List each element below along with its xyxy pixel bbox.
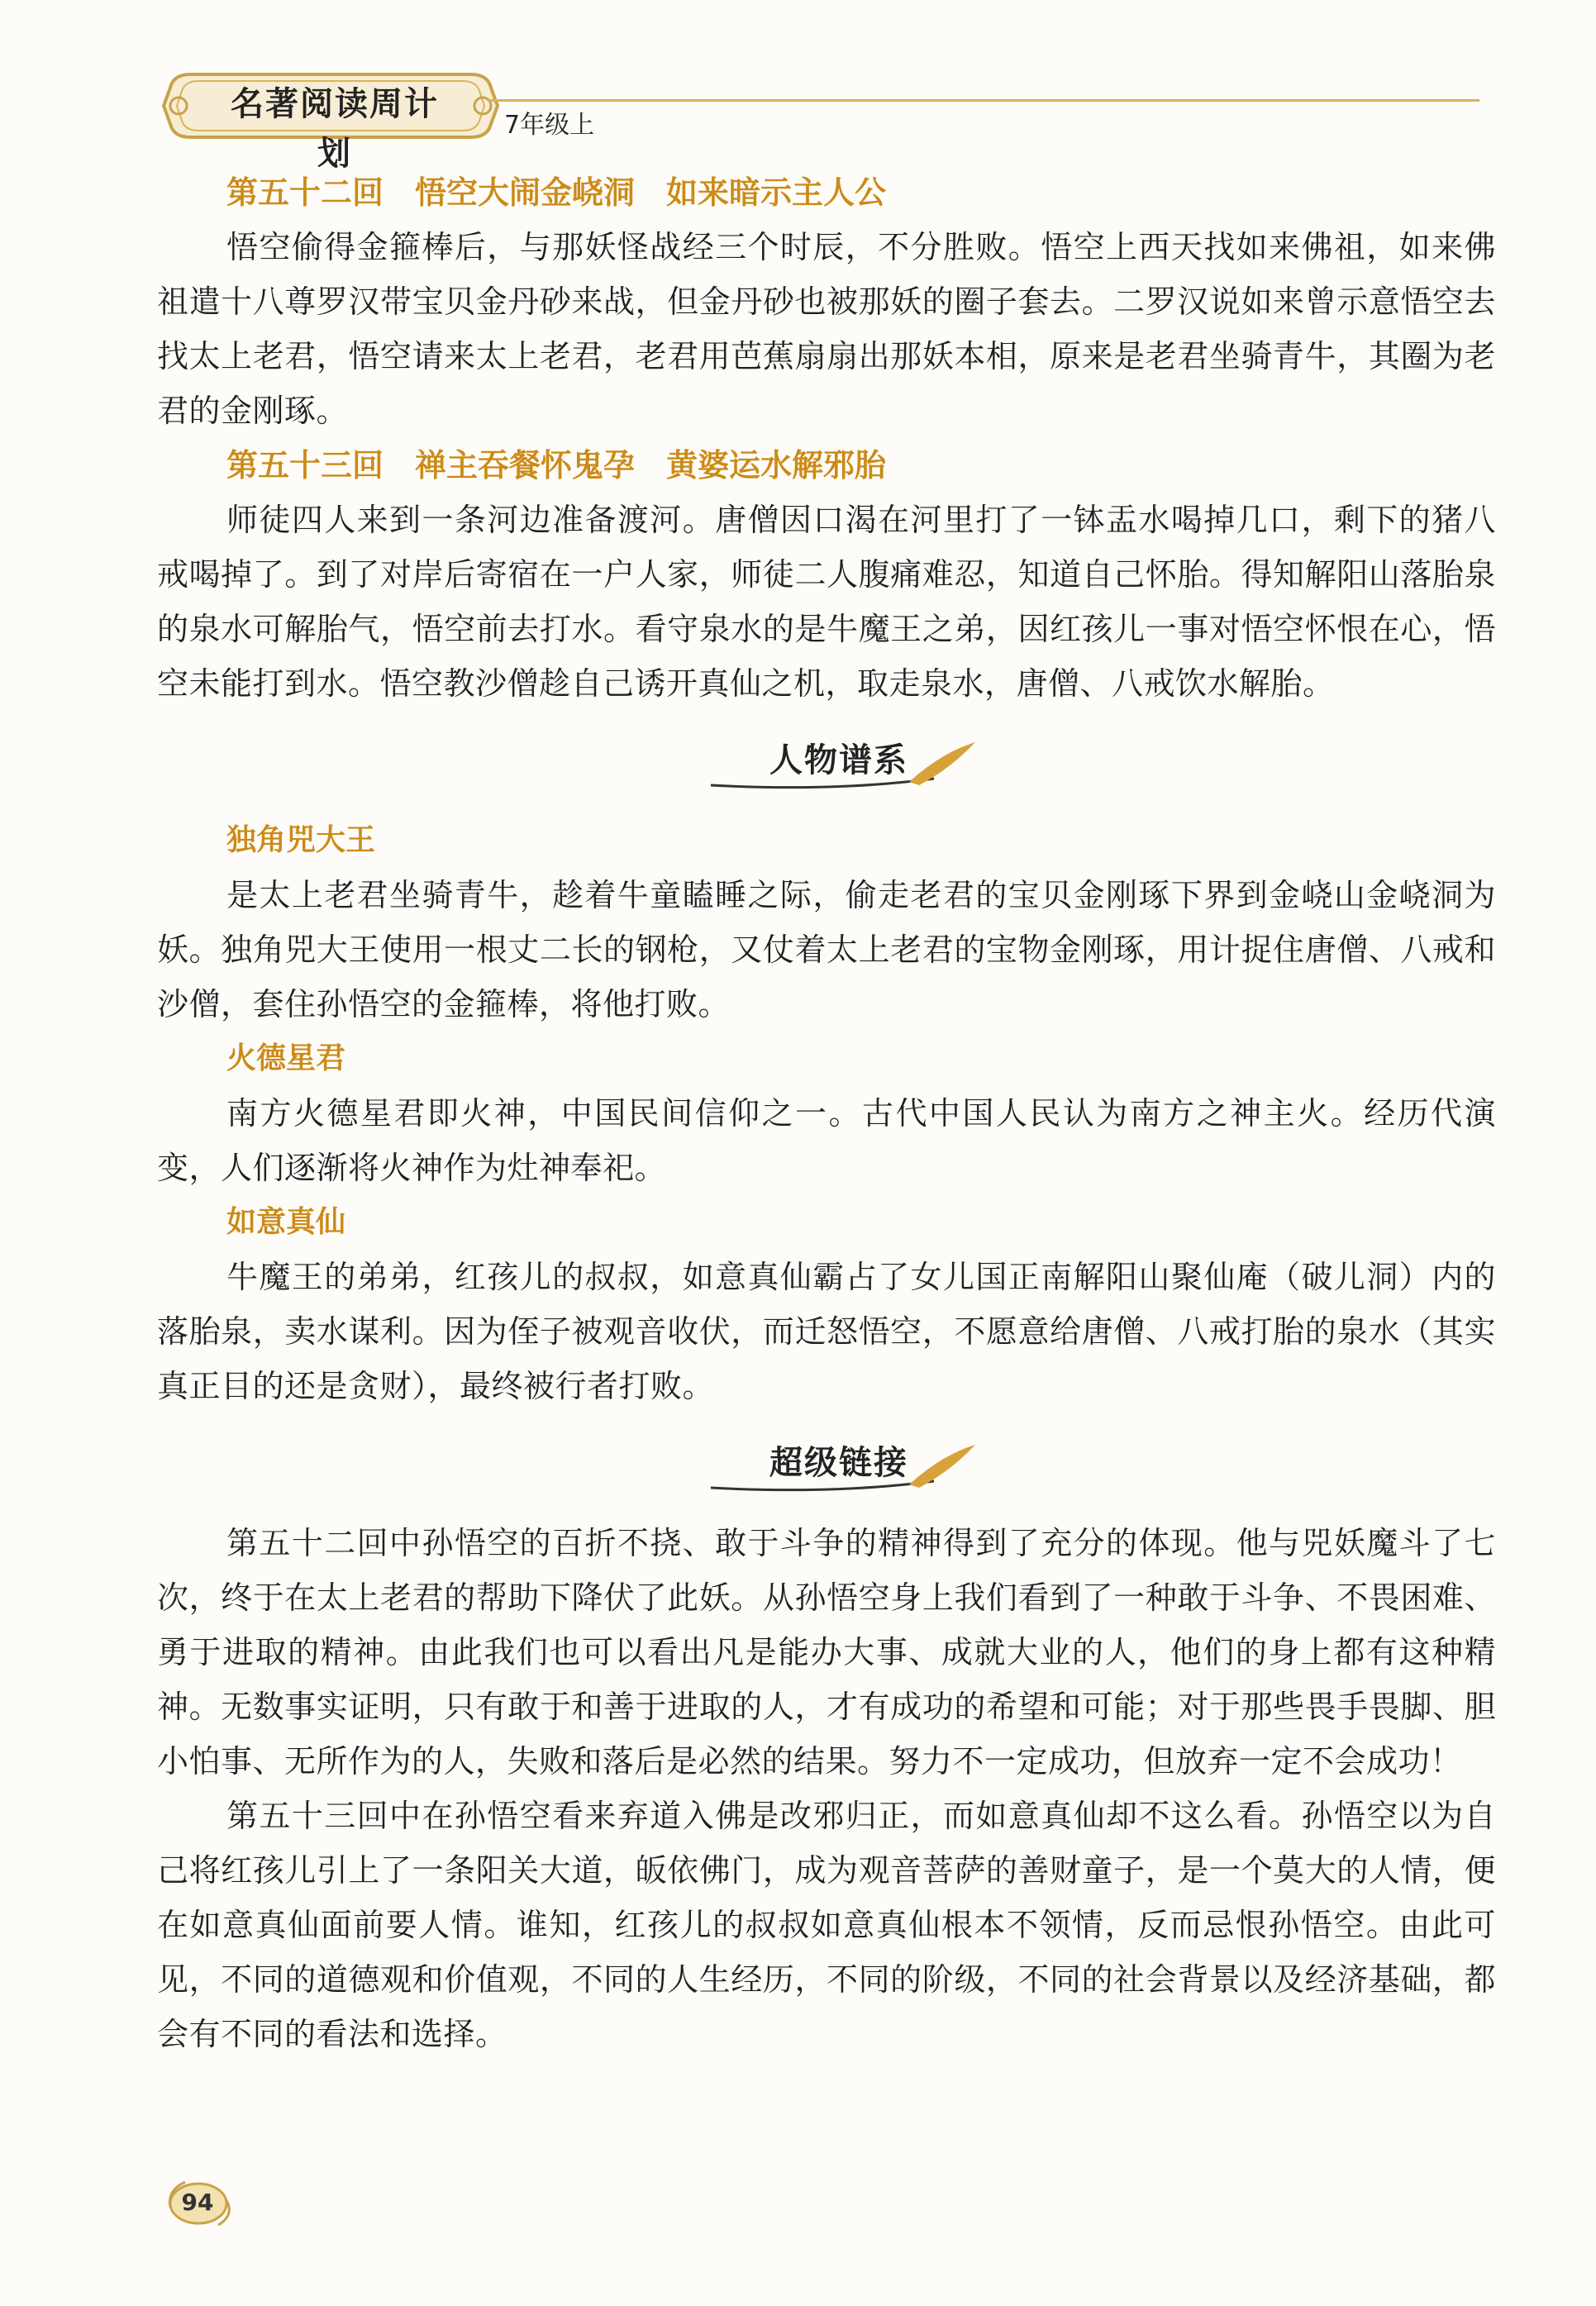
link-paragraph: 第五十二回中孙悟空的百折不挠、敢于斗争的精神得到了充分的体现。他与兕妖魔斗了七次，终于在太上老君的帮助下降伏了此妖。从孙悟空身上我们看到了一种敢于斗争、不畏困难、勇于进取的精神。由此我们也可以看出凡是能办大事、成就大业的人，他们的身上都有这种精神。无数事实证明，只有敢于和善于进取的人，才有成功的希望和可能；对于那些畏手畏脚、胆小怕事、无所作为的人，失败和落后是必然的结果。努力不一定成功，但放弃一定不会成功！ (157, 1525, 1496, 1780)
page-content (157, 165, 1496, 2061)
chapter-53-summary: 师徒四人来到一条河边准备渡河。唐僧因口渴在河里打了一钵盂水喝掉几口，剩下的猪八戒喝掉了。到了对岸后寄宿在一户人家，师徒二人腹痛难忍，知道自己怀胎。得知解阳山落胎泉的泉水可解胎气，悟空前去打水。看守泉水的是牛魔王之弟，因红孩儿一事对悟空怀恨在心，悟空未能打到水。悟空教沙僧趁自己诱开真仙之机，取走泉水，唐僧、八戒饮水解胎。 (157, 502, 1496, 702)
links-heading (157, 1430, 1496, 1504)
page-number-badge (165, 2174, 240, 2232)
chapter-52-title: 第五十二回 悟空大闹金峣洞 如来暗示主人公 (226, 174, 887, 211)
page-header (157, 63, 1479, 173)
character-name: 独角兕大王 (226, 823, 376, 857)
header-rule (488, 99, 1479, 102)
chapter-52-summary: 悟空偷得金箍棒后，与那妖怪战经三个时辰，不分胜败。悟空上西天找如来佛祖，如来佛祖遣十八尊罗汉带宝贝金丹砂来战，但金丹砂也被那妖的圈子套去。二罗汉说如来曾示意悟空去找太上老君，悟空请来太上老君，老君用芭蕉扇扇出那妖本相，原来是老君坐骑青牛，其圈为老君的金刚琢。 (157, 229, 1496, 429)
page-number: 94 (181, 2189, 214, 2216)
character-description: 是太上老君坐骑青牛，趁着牛童瞌睡之际，偷走老君的宝贝金刚琢下界到金峣山金峣洞为妖。独角兕大王使用一根丈二长的钢枪，又仗着太上老君的宝物金刚琢，用计捉住唐僧、八戒和沙僧，套住孙悟空的金箍棒，将他打败。 (157, 877, 1496, 1022)
chapter-53-title: 第五十三回 禅主吞餐怀鬼孕 黄婆运水解邪胎 (226, 447, 887, 484)
grade-label: 7年级上 (504, 111, 595, 140)
links-heading-label: 超级链接 (769, 1444, 908, 1482)
character-name: 如意真仙 (226, 1205, 346, 1239)
character-description: 南方火德星君即火神，中国民间信仰之一。古代中国人民认为南方之神主火。经历代演变，人们逐渐将火神作为灶神奉祀。 (157, 1095, 1496, 1186)
character-description: 牛魔王的弟弟，红孩儿的叔叔，如意真仙霸占了女儿国正南解阳山聚仙庵（破儿洞）内的落胎泉，卖水谋利。因为侄子被观音收伏，而迁怒悟空，不愿意给唐僧、八戒打胎的泉水（其实真正目的还是贪财），最终被行者打败。 (157, 1259, 1496, 1404)
character-name: 火德星君 (226, 1041, 346, 1075)
characters-heading-label: 人物谱系 (769, 741, 908, 779)
link-paragraph: 第五十三回中在孙悟空看来弃道入佛是改邪归正，而如意真仙却不这么看。孙悟空以为自己将红孩儿引上了一条阳关大道，皈依佛门，成为观音菩萨的善财童子，是一个莫大的人情，便在如意真仙面前要人情。谁知，红孩儿的叔叔如意真仙根本不领情，反而忌恨孙悟空。由此可见，不同的道德观和价值观，不同的人生经历，不同的阶级，不同的社会背景以及经济基础，都会有不同的看法和选择。 (157, 1798, 1496, 2052)
book-title: 名著阅读周计划 (231, 85, 439, 173)
characters-heading (157, 727, 1496, 802)
